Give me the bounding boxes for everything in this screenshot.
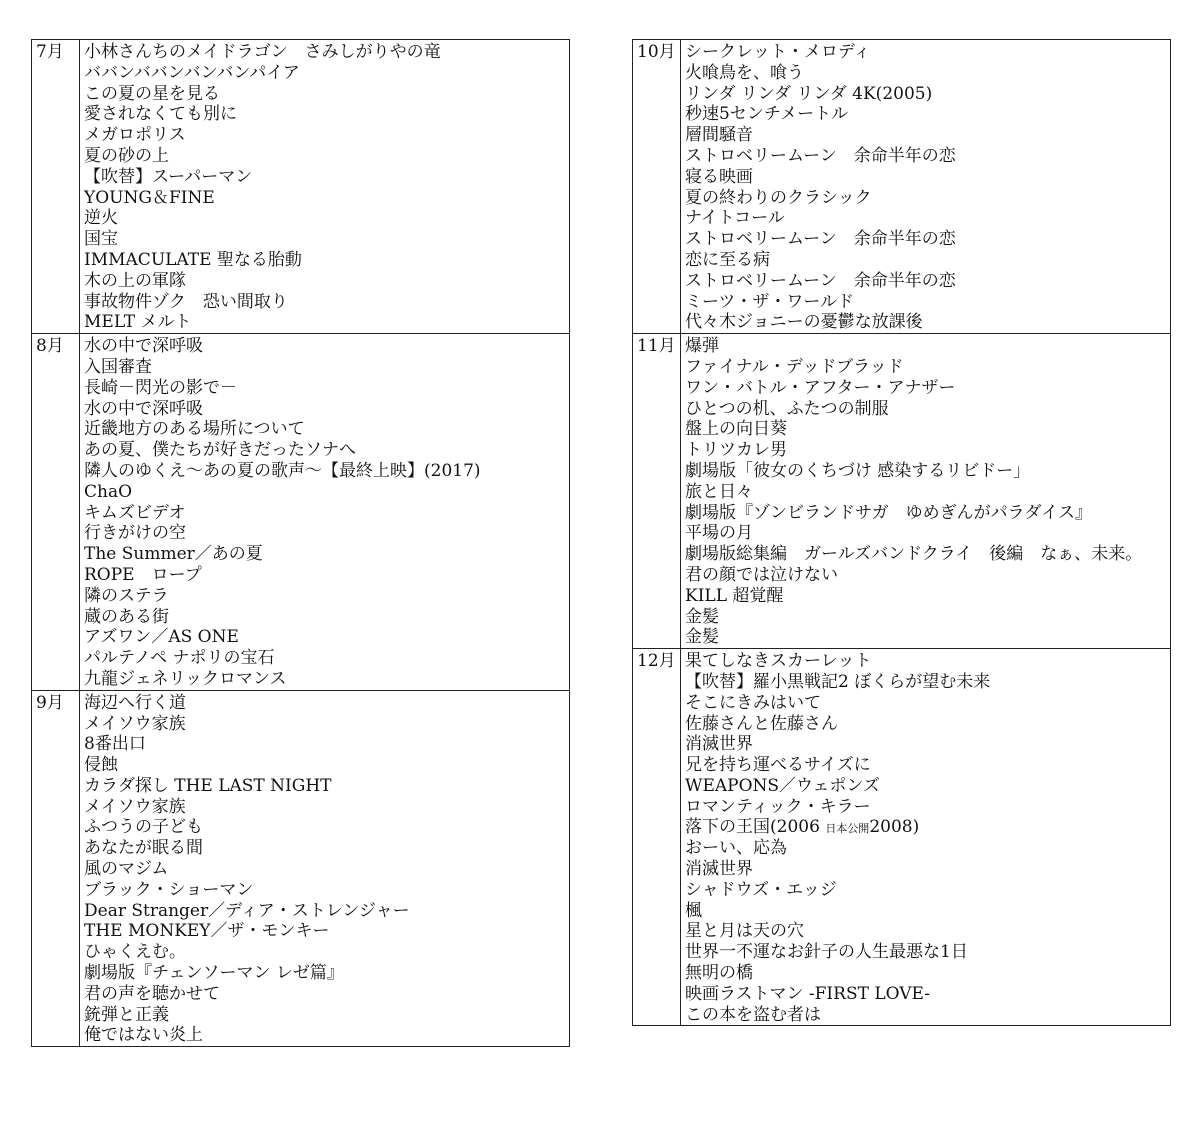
film-title-text: ワン・バトル・アフター・アナザー [685, 377, 956, 398]
film-title [84, 399, 569, 420]
film-title-text: ロマンティック・キラー [685, 796, 871, 817]
film-title [84, 714, 569, 735]
film-title [84, 440, 569, 461]
film-title-text: 無明の橋 [685, 963, 753, 984]
film-title-text: 消滅世界 [685, 734, 753, 755]
film-title [84, 461, 569, 482]
film-title [685, 942, 1170, 963]
film-title [685, 984, 1170, 1005]
film-title [685, 399, 1170, 420]
film-title-text: 愛されなくても別に [84, 104, 237, 125]
film-title [84, 838, 569, 859]
film-title-text: シークレット・メロディ [685, 42, 871, 62]
film-title-text: 夏の終わりのクラシック [685, 187, 872, 208]
month-label: 8月 [32, 334, 80, 691]
film-title [685, 565, 1170, 586]
film-title-text: 劇場版『ゾンビランドサガ ゆめぎんがパラダイス』 [685, 502, 1092, 523]
film-title [685, 523, 1170, 544]
film-title [84, 523, 569, 544]
film-title [685, 859, 1170, 880]
film-title [685, 312, 1170, 333]
film-title [685, 776, 1170, 797]
film-title [685, 125, 1170, 146]
film-title-text: ババンババンバンバンパイア [84, 62, 300, 83]
film-title-text: 蔵のある街 [84, 606, 169, 627]
film-title-text: 行きがけの空 [84, 523, 186, 544]
film-title-text: IMMACULATE 聖なる胎動 [84, 249, 302, 270]
film-title [685, 963, 1170, 984]
film-title-text: 金髪 [685, 606, 719, 627]
film-title-text: MELT メルト [84, 312, 192, 333]
film-title-text: 【吹替】羅小黒戦記2 ぼくらが望む未来 [685, 671, 991, 692]
film-title-text: 秒速5センチメートル [685, 104, 849, 125]
film-title [685, 627, 1170, 648]
film-title-text: おーい、応為 [685, 838, 787, 859]
film-title [685, 419, 1170, 440]
film-title-text: 君の顔では泣けない [685, 564, 838, 585]
film-title [84, 734, 569, 755]
film-title-text: YOUNG＆FINE [84, 187, 215, 208]
film-title [685, 357, 1170, 378]
film-title [685, 838, 1170, 859]
film-title-text: KILL 超覚醒 [685, 585, 784, 606]
film-title-text: 8番出口 [84, 734, 146, 755]
film-title [84, 208, 569, 229]
film-title-text: ひゃくえむ。 [84, 942, 186, 963]
film-title [84, 776, 569, 797]
film-title [685, 817, 1170, 838]
title-list [681, 649, 1171, 1026]
film-title [685, 921, 1170, 942]
film-title [84, 292, 569, 313]
film-title [685, 250, 1170, 271]
film-title [84, 627, 569, 648]
film-title [685, 651, 1170, 672]
right-month-table [632, 39, 1171, 1026]
film-title [685, 714, 1170, 735]
film-title [84, 42, 569, 63]
film-title [685, 461, 1170, 482]
film-title [685, 503, 1170, 524]
film-title-text: 落下の王国(2006 [685, 817, 820, 838]
month-row [32, 40, 570, 334]
film-title [685, 188, 1170, 209]
month-label: 10月 [633, 40, 681, 334]
film-title-text: 層間騒音 [685, 125, 753, 146]
film-title-text: WEAPONS／ウェポンズ [685, 775, 880, 796]
film-title [84, 880, 569, 901]
film-title [685, 693, 1170, 714]
month-row [32, 334, 570, 691]
film-title-text: 小林さんちのメイドラゴン さみしがりやの竜 [84, 42, 441, 62]
film-title-text: 平場の月 [685, 523, 753, 544]
title-list [80, 690, 570, 1047]
film-title-text: 九龍ジェネリックロマンス [84, 668, 287, 689]
film-title [84, 544, 569, 565]
film-title [685, 797, 1170, 818]
film-title-text: 【吹替】スーパーマン [84, 166, 253, 187]
film-title [84, 942, 569, 963]
film-title [84, 963, 569, 984]
title-list [80, 334, 570, 691]
film-title-text: アズワン／AS ONE [84, 627, 239, 648]
month-row [633, 40, 1171, 334]
film-title-text: 金髪 [685, 627, 719, 648]
film-title-text: ストロベリームーン 余命半年の恋 [685, 270, 956, 291]
film-title [84, 63, 569, 84]
film-title [84, 648, 569, 669]
title-list [80, 40, 570, 334]
film-title-text: キムズビデオ [84, 502, 186, 523]
film-title-text: リンダ リンダ リンダ 4K(2005) [685, 83, 933, 104]
film-title-text: あの夏、僕たちが好きだったソナへ [84, 440, 356, 461]
film-title [685, 586, 1170, 607]
film-title [84, 84, 569, 105]
film-title [84, 146, 569, 167]
film-title [685, 1005, 1170, 1026]
film-title [84, 1025, 569, 1046]
film-title-text: パルテノペ ナポリの宝石 [84, 648, 275, 669]
film-title-text: 楓 [685, 900, 702, 921]
film-title-text: トリツカレ男 [685, 440, 787, 461]
title-list [681, 334, 1171, 649]
film-title [84, 693, 569, 714]
film-title-text: 水の中で深呼吸 [84, 336, 203, 357]
film-title-text: 旅と日々 [685, 481, 753, 502]
film-title-text: あなたが眠る間 [84, 838, 203, 859]
film-title [84, 586, 569, 607]
film-title-text: メイソウ家族 [84, 796, 186, 817]
film-title-text: Dear Stranger／ディア・ストレンジャー [84, 900, 410, 921]
film-title-text: 事故物件ゾク 恐い間取り [84, 291, 288, 312]
film-title-text: メガロポリス [84, 125, 186, 146]
film-title [685, 607, 1170, 628]
film-title [685, 336, 1170, 357]
film-title [84, 188, 569, 209]
film-title-text: この本を盗む者は [685, 1004, 821, 1025]
film-title-text: ChaO [84, 481, 133, 502]
film-title-text: ひとつの机、ふたつの制服 [685, 398, 889, 419]
film-title [84, 482, 569, 503]
film-title-text: 国宝 [84, 229, 118, 250]
film-title [685, 755, 1170, 776]
film-title-text: ミーツ・ザ・ワールド [685, 291, 854, 312]
left-month-table [31, 39, 570, 1047]
film-title [685, 84, 1170, 105]
film-title-text: 逆火 [84, 208, 118, 229]
month-row [633, 649, 1171, 1026]
film-title-text: 盤上の向日葵 [685, 419, 787, 440]
film-title-text: 恋に至る病 [685, 249, 770, 270]
film-title [84, 797, 569, 818]
film-title-text: 世界一不運なお針子の人生最悪な1日 [685, 942, 968, 963]
month-label: 11月 [633, 334, 681, 649]
film-title-text: 銃弾と正義 [84, 1004, 169, 1025]
film-title [84, 357, 569, 378]
film-title [685, 42, 1170, 63]
film-title-text: 星と月は天の穴 [685, 921, 804, 942]
film-title [685, 146, 1170, 167]
film-title [84, 565, 569, 586]
film-title [84, 312, 569, 333]
right-table-body [633, 40, 1171, 1026]
film-title-text: ストロベリームーン 余命半年の恋 [685, 229, 956, 250]
film-title-text: 水の中で深呼吸 [84, 398, 203, 419]
film-title [685, 104, 1170, 125]
film-title [685, 271, 1170, 292]
film-title-text: ブラック・ショーマン [84, 879, 254, 900]
film-title-text: ストロベリームーン 余命半年の恋 [685, 145, 956, 166]
film-title [84, 378, 569, 399]
film-title [84, 271, 569, 292]
film-title-text: 君の声を聴かせて [84, 983, 220, 1004]
film-title-text: 劇場版総集編 ガールズバンドクライ 後編 なぁ、未来。 [685, 544, 1143, 565]
film-title-text: ファイナル・デッドブラッド [685, 356, 904, 377]
film-title [84, 921, 569, 942]
film-title-text: 風のマジム [84, 859, 169, 880]
film-title [84, 984, 569, 1005]
film-title-text: 兄を持ち運べるサイズに [685, 755, 871, 776]
film-title-text: カラダ探し THE LAST NIGHT [84, 775, 332, 796]
month-row [633, 334, 1171, 649]
film-title [685, 734, 1170, 755]
film-title [84, 419, 569, 440]
film-title [84, 1005, 569, 1026]
film-title [84, 167, 569, 188]
film-title [685, 378, 1170, 399]
left-table-body [32, 40, 570, 1047]
film-title [685, 672, 1170, 693]
film-title-text: 長崎－閃光の影で－ [84, 377, 237, 398]
film-title [685, 167, 1170, 188]
film-title [84, 229, 569, 250]
film-title [84, 250, 569, 271]
film-title-text: 火喰鳥を、喰う [685, 62, 804, 83]
film-title-text: メイソウ家族 [84, 713, 186, 734]
film-title-text: 夏の砂の上 [84, 145, 169, 166]
film-title-text: 劇場版『チェンソーマン レゼ篇』 [84, 963, 344, 984]
film-title-text: 入国審査 [84, 356, 152, 377]
film-title-text: THE MONKEY／ザ・モンキー [84, 921, 330, 942]
film-title [84, 104, 569, 125]
film-title [685, 229, 1170, 250]
film-title [84, 859, 569, 880]
film-title-text: そこにきみはいて [685, 692, 821, 713]
film-title-text: 佐藤さんと佐藤さん [685, 713, 838, 734]
film-title-text: 劇場版「彼女のくちづけ 感染するリビドー」 [685, 460, 1031, 481]
film-title-text: 隣人のゆくえ～あの夏の歌声～【最終上映】(2017) [84, 460, 481, 481]
film-title-text: シャドウズ・エッジ [685, 879, 837, 900]
film-title-text: 果てしなきスカーレット [685, 651, 872, 672]
film-title-text: 俺ではない炎上 [84, 1025, 203, 1046]
film-title [84, 125, 569, 146]
film-title-text: ROPE ロープ [84, 564, 202, 585]
film-title-text: 消滅世界 [685, 859, 753, 880]
month-row [32, 690, 570, 1047]
film-title-text: ふつうの子ども [84, 817, 203, 838]
film-title-text: この夏の星を見る [84, 83, 220, 104]
film-title [84, 755, 569, 776]
film-title [685, 292, 1170, 313]
film-title-text: 海辺へ行く道 [84, 692, 186, 713]
film-title-text: 映画ラストマン -FIRST LOVE- [685, 983, 931, 1004]
film-title [685, 880, 1170, 901]
film-title [84, 336, 569, 357]
film-title-text: 代々木ジョニーの憂鬱な放課後 [685, 312, 923, 333]
film-title-text: 侵蝕 [84, 755, 118, 776]
release-note-label: 日本公開 [825, 822, 870, 836]
film-title-text: 隣のステラ [84, 585, 169, 606]
film-title-text: 寝る映画 [685, 166, 753, 187]
film-title [685, 208, 1170, 229]
film-title-text: ナイトコール [685, 208, 785, 229]
film-title [685, 544, 1170, 565]
film-title-text: 木の上の軍隊 [84, 270, 186, 291]
film-title [84, 901, 569, 922]
film-title [685, 482, 1170, 503]
film-title [685, 440, 1170, 461]
film-title-text: 近畿地方のある場所について [84, 419, 305, 440]
film-title [84, 669, 569, 690]
release-note-year: 2008) [869, 817, 920, 838]
film-title [84, 607, 569, 628]
film-title-text: 爆弾 [685, 336, 719, 357]
film-title [84, 503, 569, 524]
film-title [84, 817, 569, 838]
month-label: 7月 [32, 40, 80, 334]
month-label: 12月 [633, 649, 681, 1026]
film-title [685, 901, 1170, 922]
month-label: 9月 [32, 690, 80, 1047]
title-list [681, 40, 1171, 334]
film-title [685, 63, 1170, 84]
film-title-text: The Summer／あの夏 [84, 544, 263, 565]
